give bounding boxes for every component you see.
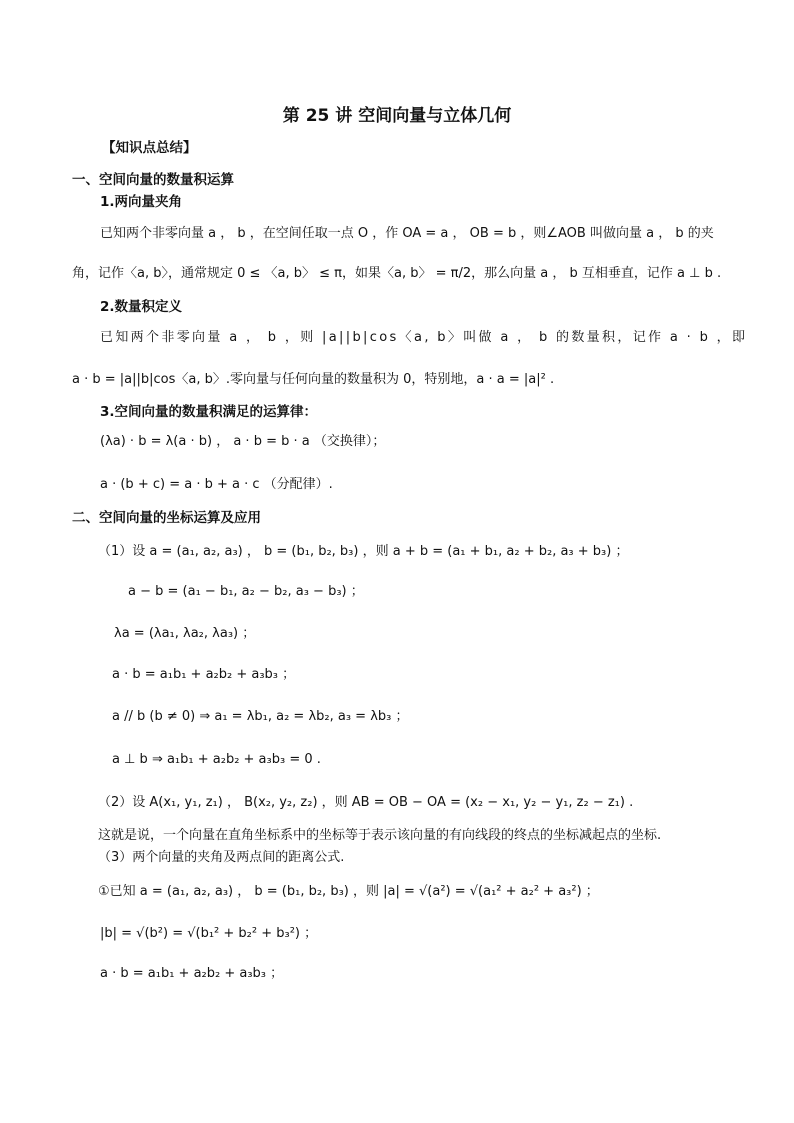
section-1-heading: 一、空间向量的数量积运算 [72, 172, 234, 188]
subsection-angle-heading: 1.两向量夹角 [100, 194, 183, 210]
coord-line-2: a − b = (a₁ − b₁, a₂ − b₂, a₃ − b₃) ； [128, 584, 364, 599]
coord-line-6: a ⊥ b ⇒ a₁b₁ + a₂b₂ + a₃b₃ = 0 . [112, 752, 321, 767]
coord-line-3: λa = (λa₁, λa₂, λa₃) ； [114, 626, 256, 641]
coord-line-11: |b| = √(b²) = √(b₁² + b₂² + b₃²) ； [100, 926, 318, 941]
subsection-laws-heading: 3.空间向量的数量积满足的运算律： [100, 404, 318, 420]
laws-line-1: (λa) · b = λ(a · b) ， a · b = b · a （交换律）； [100, 434, 386, 449]
subsection-dot-heading: 2.数量积定义 [100, 299, 183, 315]
angle-paragraph-line-1: 已知两个非零向量 a ， b ，在空间任取一点 O ，作 OA = a ， OB = b ，则∠AOB 叫做向量 a ， b 的夹 [100, 226, 714, 241]
coord-line-1: （1）设 a = (a₁, a₂, a₃) ， b = (b₁, b₂, b₃) ，则 a + b = (a₁ + b₁, a₂ + b₂, a₃ + b₃) ； [98, 544, 629, 559]
laws-line-2: a · (b + c) = a · b + a · c （分配律）. [100, 477, 333, 492]
summary-heading: 【知识点总结】 [102, 140, 197, 156]
dot-paragraph-line-2: a · b = |a||b|cos〈a, b〉.零向量与任何向量的数量积为 0，特别地，a · a = |a|² . [72, 372, 555, 387]
coord-line-7: （2）设 A(x₁, y₁, z₁) ， B(x₂, y₂, z₂) ，则 AB = OB − OA = (x₂ − x₁, y₂ − y₁, z₂ − z₁) . [98, 795, 634, 810]
angle-paragraph-line-2: 角，记作〈a, b〉，通常规定 0 ≤ 〈a, b〉 ≤ π，如果〈a, b〉 = π/2，那么向量 a ， b 互相垂直，记作 a ⊥ b . [72, 266, 722, 281]
page-title: 第 25 讲 空间向量与立体几何 [282, 106, 512, 126]
coord-line-4: a · b = a₁b₁ + a₂b₂ + a₃b₃ ； [112, 667, 296, 682]
section-2-heading: 二、空间向量的坐标运算及应用 [72, 510, 261, 526]
coord-line-12: a · b = a₁b₁ + a₂b₂ + a₃b₃ ； [100, 966, 284, 981]
dot-paragraph-line-1: 已知两个非零向量 a ， b ，则 |a||b|cos〈a, b〉叫做 a ， b 的数量积，记作 a · b ，即 [100, 330, 748, 345]
coord-line-10: ①已知 a = (a₁, a₂, a₃) ， b = (b₁, b₂, b₃) ，则 |a| = √(a²) = √(a₁² + a₂² + a₃²) ； [98, 884, 599, 899]
coord-line-5: a // b (b ≠ 0) ⇒ a₁ = λb₁, a₂ = λb₂, a₃ = λb₃ ； [112, 709, 409, 724]
coord-line-9: （3）两个向量的夹角及两点间的距离公式. [98, 850, 345, 865]
coord-line-8: 这就是说，一个向量在直角坐标系中的坐标等于表示该向量的有向线段的终点的坐标减起点的坐标. [98, 828, 662, 843]
